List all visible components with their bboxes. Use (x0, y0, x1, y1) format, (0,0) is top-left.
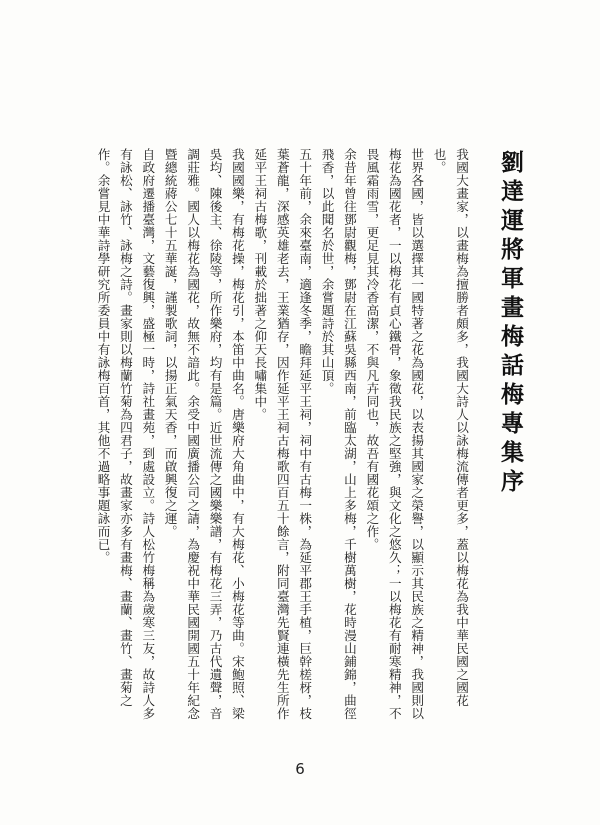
preface-body (91, 148, 472, 728)
paragraph-6: 自政府遷播臺灣，文藝復興，盛極一時，詩社畫苑，到處設立。詩人松竹梅稱為歲寒三友，故詩人多有詠松、詠竹、詠梅之詩。畫家則以梅蘭竹菊為四君子，故畫家亦多有畫梅、畫蘭、畫竹、畫菊之作。余嘗見中華詩學研究所委員中有詠梅百首，其他不過略事題詠而已。 (95, 148, 156, 720)
paragraph-2: 世界各國，皆以選擇其一國特著之花為國花，以表揚其國家之榮譽，以顯示其民族之精神，我國則以梅花為國花者，一以梅花有貞心鐵骨，象徵我民族之堅強，與文化之悠久；一以梅花有耐寒精神，不畏風霜雨雪，更足見其冷香高潔，不與凡卉同也，故吾有國花頌之作。 (364, 148, 425, 720)
paragraph-4: 五十年前，余來臺南，適逢冬季，瞻拜延平王祠，祠中有古梅一株，為延平郡王手植，巨幹槎枒，枝葉蒼龍，深感英雄老去，王業猶存，因作延平王祠古梅歌四百五十餘言，附同臺灣先賢連橫先生所作延平王祠古梅歌，刊載於拙著之仰天長嘯集中。 (252, 148, 313, 720)
paragraph-5: 我國國樂，有梅花操，梅花引，本笛中曲名。唐樂府大角曲中，有大梅花、小梅花等曲。宋鮑照、梁吳均、陳後主、徐陵等，所作樂府，均有是篇。近世流傳之國樂樂譜，有梅花三弄，乃古代遺聲，音調莊雅。國人以梅花為國花，故無不諳此。余受中國廣播公司之請，為慶祝中華民國開國五十年紀念暨總統蔣公七十五華誕，謹製歌詞，以揚正氣天香，而啟興復之運。 (162, 148, 245, 720)
paragraph-1: 我國大畫家，以畫梅為擅勝者頗多，我國大詩人以詠梅流傳者更多，蓋以梅花為我中華民國之國花也。 (431, 148, 469, 707)
preface-title: 劉達運將軍畫梅話梅專集序 (497, 150, 524, 498)
page-number: 6 (295, 760, 305, 778)
paragraph-3: 余昔年曾往鄧尉觀梅，鄧尉在江蘇吳縣西南，前臨太湖，山上多梅，千樹萬樹，花時漫山鋪錦，曲徑飛香，以此聞名於世，余嘗題詩於其山頂。 (319, 148, 357, 720)
